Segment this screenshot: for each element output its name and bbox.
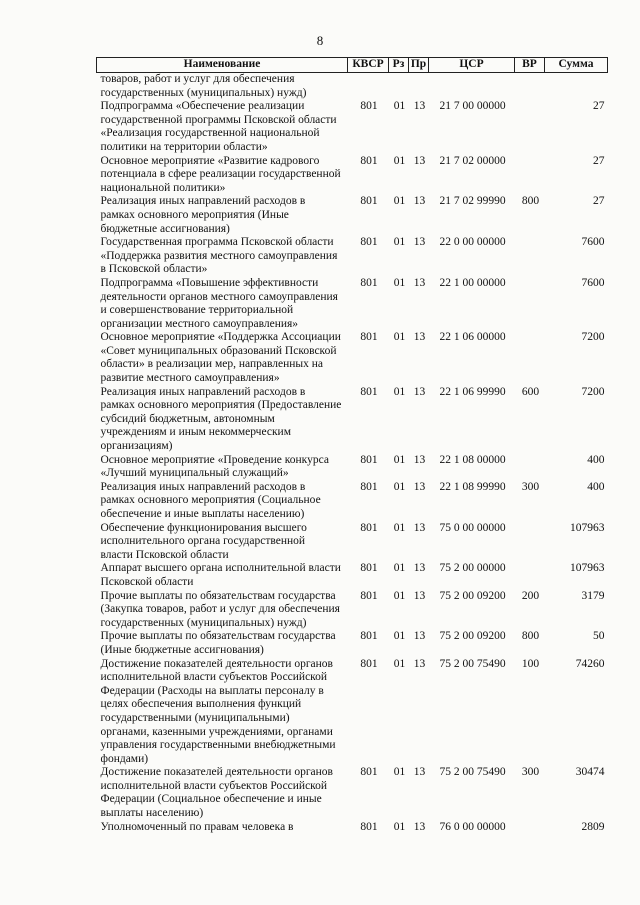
row-name-line: Подпрограмма «Повышение эффективности [100, 276, 319, 289]
row-csr-cell: 22 1 06 00000 [439, 331, 506, 344]
row-vr-cell: 300 [521, 766, 540, 779]
row-name-line: Основное мероприятие «Проведение конкурса [100, 453, 329, 466]
row-name-line: выплаты населению) [100, 807, 204, 820]
row-kvsr-cell: 801 [360, 236, 378, 249]
row-name-line: государственной программы Псковской области [100, 113, 337, 126]
col-header-vr: ВР [515, 58, 545, 73]
row-name-line: товаров, работ и услуг для обеспечения [100, 73, 295, 85]
row-csr-cell: 22 1 08 99990 [439, 480, 506, 493]
row-name-cell [97, 590, 348, 631]
row-csr-cell: 75 2 00 75490 [439, 657, 506, 670]
row-name-line: Уполномоченный по правам человека в [100, 820, 294, 833]
row-name-line: субсидий бюджетным, автономным [100, 412, 275, 425]
col-header-sum: Сумма [545, 58, 608, 73]
col-header-csr: ЦСР [429, 58, 515, 73]
row-vr-cell [515, 454, 545, 481]
row-sum-cell: 27 [593, 195, 605, 208]
row-name-line: государственными (муниципальными) [100, 711, 290, 724]
table-row [97, 73, 608, 101]
row-pr-cell: 13 [413, 154, 426, 167]
row-kvsr-cell: 801 [360, 154, 378, 167]
row-rz-cell: 01 [393, 154, 406, 167]
row-csr-cell: 22 1 00 00000 [439, 276, 506, 289]
row-sum-cell: 74260 [575, 657, 605, 670]
row-vr-cell [515, 522, 545, 563]
row-csr-cell: 22 1 06 99990 [439, 385, 506, 398]
row-rz-cell: 01 [393, 100, 406, 113]
row-name-line: Псковской области [100, 575, 194, 588]
row-name-line: организации местного самоуправления» [100, 317, 299, 330]
row-name-cell [97, 630, 348, 657]
row-name-line: обеспечение и иные выплаты населению) [100, 508, 305, 520]
col-header-pr: Пр [409, 58, 429, 73]
row-pr-cell: 13 [413, 385, 426, 398]
table-row [97, 386, 608, 454]
row-name-cell [97, 277, 348, 331]
row-csr-cell: 75 2 00 00000 [439, 562, 506, 575]
table-row [97, 331, 608, 385]
row-pr-cell [409, 73, 429, 101]
row-vr-cell [515, 155, 545, 196]
row-csr-cell: 22 0 00 00000 [439, 236, 506, 249]
row-vr-cell: 100 [521, 657, 540, 670]
row-name-line: Основное мероприятие «Поддержка Ассоциации [100, 331, 341, 344]
table-row [97, 454, 608, 481]
table-row [97, 100, 608, 154]
row-pr-cell: 13 [413, 766, 426, 779]
row-rz-cell: 01 [393, 820, 406, 833]
row-rz-cell: 01 [393, 766, 406, 779]
row-rz-cell: 01 [393, 480, 406, 493]
row-rz-cell: 01 [393, 657, 406, 670]
row-kvsr-cell: 801 [360, 521, 378, 534]
row-kvsr-cell: 801 [360, 589, 378, 602]
table-row [97, 630, 608, 657]
row-kvsr-cell: 801 [360, 766, 378, 779]
row-name-line: «Поддержка развития местного самоуправления [100, 249, 338, 262]
row-kvsr-cell: 801 [360, 276, 378, 289]
col-header-rz: Рз [389, 58, 409, 73]
row-pr-cell: 13 [413, 480, 426, 493]
row-name-cell [97, 331, 348, 385]
row-sum-cell: 107963 [570, 521, 605, 534]
row-pr-cell: 13 [413, 562, 426, 575]
row-rz-cell: 01 [393, 276, 406, 289]
row-sum-cell: 30474 [575, 766, 605, 779]
row-csr-cell: 75 2 00 09200 [439, 589, 506, 602]
row-name-line: исполнительной власти субъектов Российской [100, 779, 328, 792]
row-name-cell [97, 658, 348, 767]
row-kvsr-cell: 801 [360, 453, 378, 466]
row-csr-cell: 21 7 02 99990 [439, 195, 506, 208]
row-name-line: и совершенствование территориальной [100, 304, 294, 317]
row-rz-cell: 01 [393, 453, 406, 466]
row-sum-cell: 7600 [581, 236, 605, 249]
row-pr-cell: 13 [413, 657, 426, 670]
row-rz-cell: 01 [393, 331, 406, 344]
row-name-line: политики на территории области» [100, 140, 268, 153]
row-name-line: рамках основного мероприятия (Предоставление [100, 399, 342, 412]
row-name-line: органами, казенными учреждениями, органами [100, 725, 333, 738]
row-name-line: государственных (муниципальных) нужд) [100, 616, 307, 629]
row-sum-cell: 400 [587, 480, 605, 493]
row-name-line: деятельности органов местного самоуправления [100, 290, 338, 303]
row-vr-cell: 800 [521, 630, 540, 643]
table-row [97, 481, 608, 522]
row-name-line: рамках основного мероприятия (Социальное [100, 494, 321, 507]
row-name-line: Основное мероприятие «Развитие кадрового [100, 154, 320, 167]
row-pr-cell: 13 [413, 276, 426, 289]
row-name-line: Обеспечение функционирования высшего [100, 521, 307, 534]
row-sum-cell: 7200 [581, 331, 605, 344]
row-name-cell [97, 100, 348, 154]
table-row [97, 766, 608, 820]
row-name-line: управления государственными внебюджетными [100, 739, 336, 752]
row-rz-cell: 01 [393, 521, 406, 534]
row-name-cell [97, 195, 348, 236]
table-row [97, 522, 608, 563]
row-name-line: Государственная программа Псковской области [100, 236, 334, 249]
row-name-cell [97, 766, 348, 820]
row-sum-cell: 27 [593, 100, 605, 113]
table-row [97, 155, 608, 196]
row-name-line: в Псковской области» [100, 263, 208, 276]
row-pr-cell: 13 [413, 331, 426, 344]
row-csr-cell: 75 2 00 75490 [439, 766, 506, 779]
row-name-cell [97, 522, 348, 563]
row-name-cell [97, 155, 348, 196]
col-header-kvsr: КВСР [348, 58, 389, 73]
row-pr-cell: 13 [413, 820, 426, 833]
row-sum-cell [545, 73, 608, 101]
row-name-line: учреждениям и иным некоммерческим [100, 426, 291, 439]
row-pr-cell: 13 [413, 195, 426, 208]
row-sum-cell: 27 [593, 154, 605, 167]
row-name-line: Реализация иных направлений расходов в [100, 195, 306, 208]
row-name-cell [97, 454, 348, 481]
row-sum-cell: 400 [587, 453, 605, 466]
row-name-line: государственных (муниципальных) нужд) [100, 86, 307, 99]
row-name-line: развитие местного самоуправления» [100, 372, 280, 385]
row-sum-cell: 7200 [581, 385, 605, 398]
row-name-cell [97, 821, 348, 835]
row-name-line: исполнительной власти субъектов Российской [100, 671, 328, 684]
row-rz-cell: 01 [393, 630, 406, 643]
row-name-line: бюджетные ассигнования) [100, 222, 230, 235]
row-kvsr-cell: 801 [360, 100, 378, 113]
row-name-line: (Закупка товаров, работ и услуг для обеспечения [100, 603, 340, 616]
row-rz-cell: 01 [393, 236, 406, 249]
row-sum-cell: 50 [593, 630, 605, 643]
row-vr-cell: 200 [521, 589, 540, 602]
row-name-line: рамках основного мероприятия (Иные [100, 208, 289, 221]
row-name-line: фондами) [100, 752, 149, 765]
row-name-line: организациям) [100, 440, 173, 453]
row-name-line: Достижение показателей деятельности органов [100, 766, 333, 779]
budget-table [96, 57, 608, 834]
row-name-line: Федерации (Расходы на выплаты персоналу в [100, 684, 324, 697]
row-pr-cell: 13 [413, 453, 426, 466]
row-name-line: Подпрограмма «Обеспечение реализации [100, 100, 305, 113]
row-csr-cell: 21 7 00 00000 [439, 100, 506, 113]
table-row [97, 821, 608, 835]
row-sum-cell: 3179 [581, 589, 605, 602]
row-name-line: «Реализация государственной национальной [100, 127, 320, 140]
row-name-cell [97, 236, 348, 277]
row-name-cell [97, 386, 348, 454]
row-rz-cell: 01 [393, 562, 406, 575]
row-kvsr-cell: 801 [360, 385, 378, 398]
row-kvsr-cell: 801 [360, 820, 378, 833]
row-sum-cell: 2809 [581, 820, 605, 833]
row-name-line: «Совет муниципальных образований Псковской [100, 344, 337, 357]
row-pr-cell: 13 [413, 521, 426, 534]
row-kvsr-cell: 801 [360, 657, 378, 670]
table-row [97, 658, 608, 767]
row-kvsr-cell [348, 73, 389, 101]
table-row [97, 590, 608, 631]
row-name-line: национальной политики» [100, 181, 226, 194]
table-row [97, 195, 608, 236]
row-vr-cell [515, 277, 545, 331]
row-name-line: Реализация иных направлений расходов в [100, 385, 306, 398]
table-row [97, 236, 608, 277]
col-header-name: Наименование [97, 58, 348, 73]
row-name-line: Достижение показателей деятельности органов [100, 657, 333, 670]
row-kvsr-cell: 801 [360, 331, 378, 344]
row-vr-cell [515, 73, 545, 101]
row-csr-cell: 21 7 02 00000 [439, 154, 506, 167]
page-number: 8 [316, 33, 324, 48]
row-csr-cell: 76 0 00 00000 [439, 820, 506, 833]
row-name-line: Прочие выплаты по обязательствам государства [100, 589, 336, 602]
row-rz-cell: 01 [393, 195, 406, 208]
row-name-line: области» в реализации мер, направленных на [100, 358, 323, 371]
row-vr-cell: 800 [521, 195, 540, 208]
row-name-line: Прочие выплаты по обязательствам государства [100, 630, 336, 643]
row-kvsr-cell: 801 [360, 562, 378, 575]
row-name-cell [97, 481, 348, 522]
row-name-line: Аппарат высшего органа исполнительной власти [100, 562, 341, 575]
row-sum-cell: 7600 [581, 276, 605, 289]
row-name-line: исполнительного органа государственной [100, 535, 306, 548]
row-name-line: Реализация иных направлений расходов в [100, 480, 306, 493]
row-name-line: власти Псковской области [100, 548, 229, 561]
row-name-line: Федерации (Социальное обеспечение и иные [100, 793, 322, 806]
row-pr-cell: 13 [413, 630, 426, 643]
row-rz-cell: 01 [393, 385, 406, 398]
row-rz-cell [389, 73, 409, 101]
row-vr-cell [515, 331, 545, 385]
table-body [97, 73, 608, 835]
row-vr-cell: 300 [521, 480, 540, 493]
row-name-cell [97, 562, 348, 589]
row-name-cell [97, 73, 348, 101]
row-vr-cell [515, 236, 545, 277]
row-name-line: (Иные бюджетные ассигнования) [100, 643, 264, 656]
row-vr-cell [515, 562, 545, 589]
row-pr-cell: 13 [413, 236, 426, 249]
row-csr-cell [429, 73, 515, 101]
table-row [97, 277, 608, 331]
row-csr-cell: 75 2 00 09200 [439, 630, 506, 643]
row-pr-cell: 13 [413, 589, 426, 602]
row-kvsr-cell: 801 [360, 630, 378, 643]
row-rz-cell: 01 [393, 589, 406, 602]
table-row [97, 562, 608, 589]
row-sum-cell: 107963 [570, 562, 605, 575]
row-name-line: «Лучший муниципальный служащий» [100, 467, 289, 480]
row-kvsr-cell: 801 [360, 195, 378, 208]
table-header-row [97, 58, 608, 73]
row-name-line: целях обеспечения выполнения функций [100, 698, 302, 711]
row-csr-cell: 22 1 08 00000 [439, 453, 506, 466]
row-vr-cell: 600 [521, 385, 540, 398]
row-vr-cell [515, 821, 545, 835]
row-name-line: потенциала в сфере реализации государственной [100, 168, 341, 181]
row-pr-cell: 13 [413, 100, 426, 113]
row-kvsr-cell: 801 [360, 480, 378, 493]
row-vr-cell [515, 100, 545, 154]
row-csr-cell: 75 0 00 00000 [439, 521, 506, 534]
